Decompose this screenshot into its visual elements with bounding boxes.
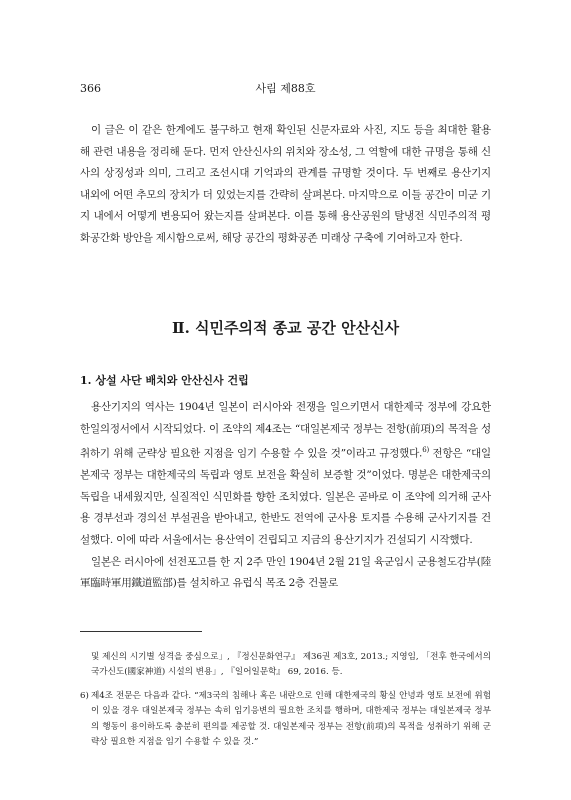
footnote-continuation: 및 제신의 시기별 성격을 중심으로」, 『정신문화연구』 제36권 제3호, 2013.; 지영임, 「전후 한국에서의 국가신도(國家神道) 시설의 변용」, 『일어일문학』 69, 2016. 등. bbox=[91, 651, 491, 677]
section-heading: Ⅱ. 식민주의적 종교 공간 안산신사 bbox=[171, 319, 400, 337]
intro-section bbox=[80, 120, 491, 250]
paragraph-text: 용산기지의 역사는 1904년 일본이 러시아와 전쟁을 일으키면서 대한제국 정부에 강요한 한일의정서에서 시작되었다. 이 조약의 제4조는 “대일본제국 정부는 전항(前項)의 목적을 성취하기 위해 군략상 필요한 지점을 임기 수용할 수 있을 것”이라고 규정했다. bbox=[80, 401, 491, 460]
footnote-reference: 6) bbox=[422, 446, 429, 455]
footnote-divider bbox=[80, 631, 202, 632]
main-section bbox=[80, 397, 491, 595]
intro-paragraph: 이 글은 이 같은 한계에도 불구하고 현재 확인된 신문자료와 사진, 지도 등을 최대한 활용해 관련 내용을 정리해 둔다. 먼저 안산신사의 위치와 장소성, 그 역할에 대한 규명을 통해 신사의 상징성과 의미, 그리고 조선시대 기억과의 관계를 규명할 것이다. 두 번째로 용산기지 내외에 어떤 추모의 장치가 더 있었는지를 간략히 살펴본다. 마지막으로 이들 공간이 미군 기지 내에서 어떻게 변용되어 왔는지를 살펴본다. 이를 통해 용산공원의 탈냉전 식민주의적 평화공간화 방안을 제시함으로써, 해당 공간의 평화공존 미래상 구축에 기여하고자 한다. bbox=[80, 124, 491, 244]
paragraph-text: 전항은 “대일본제국 정부는 대한제국의 독립과 영토 보전을 확실히 보증할 것”이었다. 명분은 대한제국의 독립을 내세웠지만, 실질적인 식민화를 향한 조치였다. 일본은 곧바로 이 조약에 의거해 군사용 경부선과 경의선 부설권을 받아내고, 한반도 전역에 군사용 토지를 수용해 군사기지를 건설했다. 이에 따라 서울에서는 용산역이 건립되고 지금의 용산기지가 건설되기 시작했다. bbox=[80, 447, 491, 547]
footnote-mark: 6) bbox=[80, 691, 89, 701]
body-paragraph-1 bbox=[80, 397, 491, 552]
subsection-heading: 1. 상설 사단 배치와 안산신사 건립 bbox=[80, 374, 249, 387]
body-paragraph-2: 일본은 러시아에 선전포고를 한 지 2주 만인 1904년 2월 21일 육군임시 군용철도감부(陸軍臨時軍用鐵道監部)를 설치하고 유럽식 목조 2층 건물로 bbox=[80, 555, 491, 590]
running-title: 사림 제88호 bbox=[255, 82, 316, 95]
page-number: 366 bbox=[80, 82, 101, 95]
footnotes bbox=[80, 641, 491, 751]
page-header bbox=[80, 81, 491, 97]
footnote-6 bbox=[80, 689, 491, 751]
footnote-text: 제4조 전문은 다음과 같다. “제3국의 침해나 혹은 내란으로 인해 대한제국의 황실 안녕과 영토 보전에 위험이 있을 경우 대일본제국 정부는 속히 임기응변의 필요한 조치를 행하며, 대한제국 정부는 대일본제국 정부의 행동이 용이하도록 충분히 편의를 제공할 것. 대일본제국 정부는 전항(前項)의 목적을 성취하기 위해 군략상 필요한 지점을 임기 수용할 수 있을 것.” bbox=[91, 691, 491, 748]
